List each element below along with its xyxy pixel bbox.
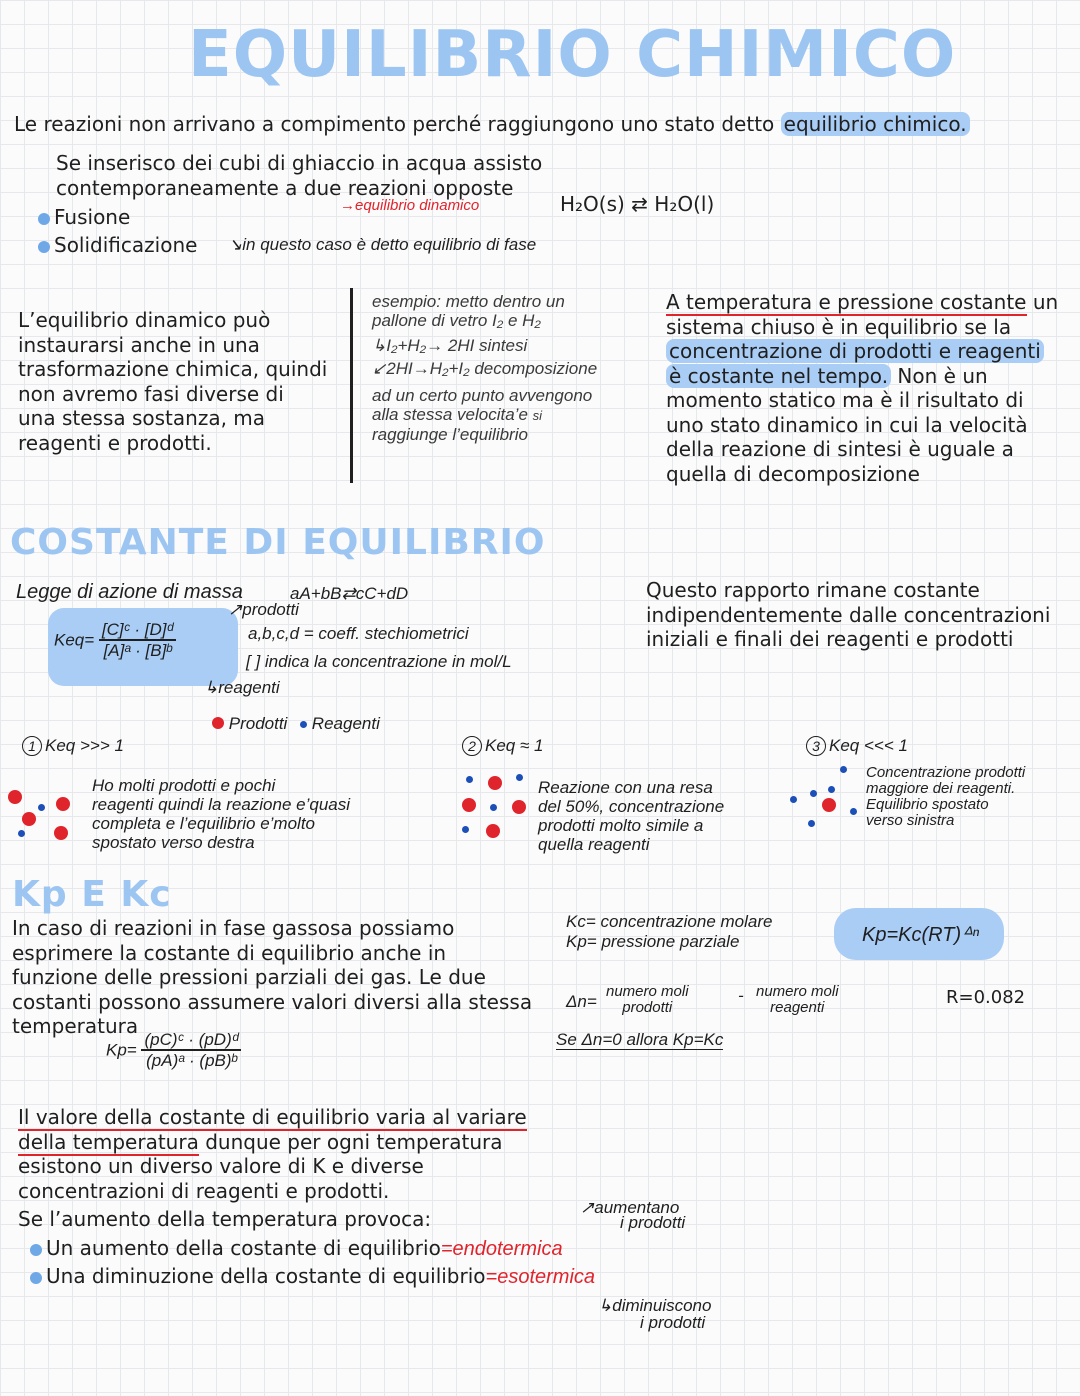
water-equation: H₂O(s) ⇄ H₂O(l) <box>560 192 715 216</box>
case-3-text <box>866 765 1025 829</box>
delta-n-products <box>606 984 689 1016</box>
keq-numerator: [C]ᶜ · [D]ᵈ <box>99 620 176 641</box>
case-label: Keq ≈ 1 <box>485 736 544 755</box>
delta-n-reagents <box>756 984 839 1016</box>
bullet-label: Solidificazione <box>54 233 198 257</box>
keq-denominator: [A]ᵃ · [B]ᵇ <box>103 641 172 660</box>
dn-text: numero moli <box>606 983 689 1000</box>
intro-text: Le reazioni non arrivano a compimento perché raggiungono uno stato detto <box>14 112 775 136</box>
keq-formula <box>54 620 176 660</box>
delta-n-label: Δn= <box>566 992 597 1011</box>
dn-text: prodotti <box>622 999 673 1016</box>
case-line: maggiore dei reagenti. <box>866 780 1016 797</box>
text-line: concentrazioni di reagenti e prodotti. <box>18 1178 390 1203</box>
text-line: In caso di reazioni in fase gassosa possiamo <box>12 916 455 940</box>
kp-fraction <box>141 1030 241 1070</box>
text-line: una stessa sostanza, ma <box>18 406 266 430</box>
text-line <box>666 339 1058 364</box>
bullet-text: Un aumento della costante di equilibrio <box>46 1236 441 1260</box>
example-line <box>372 405 597 425</box>
case-line: spostato verso destra <box>92 833 255 852</box>
text-line: esistono un diverso valore di K e diverse <box>18 1154 424 1178</box>
case-number: 1 <box>22 736 42 756</box>
red-dot-icon <box>22 812 36 826</box>
case-2-header <box>462 736 543 756</box>
text-line: Questo rapporto rimane costante <box>646 578 980 602</box>
endothermic-label: =endotermica <box>440 1238 563 1260</box>
blue-dot-icon <box>516 774 523 781</box>
kp-label: Kp= <box>106 1040 137 1060</box>
coeff-note: a,b,c,d = coeff. stechiometrici <box>248 624 469 643</box>
text-line: costanti possono assumere valori diversi alla stessa <box>12 989 533 1014</box>
highlight-text: concentrazione di prodotti e reagenti <box>666 339 1044 363</box>
keq-fraction <box>99 620 176 660</box>
section-title-costante: COSTANTE DI EQUILIBRIO <box>10 522 546 563</box>
text-line: iniziali e finali dei reagenti e prodotti <box>646 627 1014 651</box>
example-line: ad un certo punto avvengono <box>372 386 593 405</box>
case-line: verso sinistra <box>866 812 955 829</box>
mass-action-label: Legge di azione di massa <box>16 581 243 603</box>
blue-dot-icon <box>300 721 307 728</box>
ratio-note <box>646 578 1050 652</box>
blue-dot-icon <box>462 826 469 833</box>
highlight-text: è costante nel tempo. <box>666 364 891 388</box>
case-line: Concentrazione prodotti <box>866 764 1026 781</box>
ice-line-1: Se inserisco dei cubi di ghiaccio in acqua assisto <box>56 151 543 175</box>
ice-line-2: contemporaneamente a due reazioni opposte <box>56 176 514 200</box>
dynamic-note: →equilibrio dinamico <box>340 197 480 214</box>
case-line: quella reagenti <box>538 835 650 854</box>
text-line <box>18 1105 527 1130</box>
red-dot-icon <box>462 798 476 812</box>
case-line: Equilibrio spostato <box>866 796 989 813</box>
text-line <box>666 364 1058 389</box>
red-dot-icon <box>822 798 836 812</box>
text: Non è un <box>891 363 988 388</box>
example-text: si <box>532 408 543 423</box>
text-line: quella di decomposizione <box>666 461 920 486</box>
kp-denominator: (pA)ᵃ · (pB)ᵇ <box>146 1051 237 1070</box>
increase-note <box>580 1198 685 1232</box>
bullet-endothermic <box>30 1236 563 1262</box>
kp-kc-formula: Kp=Kc(RT)ᐞⁿ <box>862 924 980 946</box>
note-line: ↳diminuiscono <box>598 1296 712 1315</box>
conc-note: [ ] indica la concentrazione in mol/L <box>246 652 512 671</box>
case-line: Ho molti prodotti e pochi <box>92 776 276 795</box>
kp-numerator: (pC)ᶜ · (pD)ᵈ <box>141 1030 241 1051</box>
case-label: Keq >>> 1 <box>45 736 124 755</box>
bullet-icon <box>30 1244 42 1256</box>
temperature-block <box>18 1105 527 1232</box>
text-line: L’equilibrio dinamico può <box>18 308 271 332</box>
delta-n-minus: - <box>738 986 744 1005</box>
blue-dot-icon <box>790 796 797 803</box>
blue-dot-icon <box>828 786 835 793</box>
case-line: Reazione con una resa <box>538 778 713 797</box>
case-label: Keq <<< 1 <box>829 736 908 755</box>
bullet-text: Una diminuzione della costante di equilibrio <box>46 1264 486 1288</box>
text-line: esprimere la costante di equilibrio anche in <box>12 940 447 965</box>
r-constant: R=0.082 <box>946 987 1026 1008</box>
kp-definition: Kp= pressione parziale <box>566 932 740 951</box>
kp-text <box>12 916 532 1039</box>
legend-reagenti: Reagenti <box>311 714 380 733</box>
case-1-text <box>92 776 350 852</box>
text-line: sistema chiuso è in equilibrio se la <box>666 314 1012 339</box>
kp-formula <box>106 1030 241 1070</box>
red-dot-icon <box>54 826 68 840</box>
text-line: non avremo fasi diverse di <box>18 381 284 406</box>
case-number: 3 <box>806 736 826 756</box>
text-line: trasformazione chimica, quindi <box>18 357 328 381</box>
case-line: reagenti quindi la reazione e’quasi <box>92 795 351 814</box>
text-line: uno stato dinamico in cui la velocità <box>666 412 1028 437</box>
text-line <box>18 1130 527 1155</box>
blue-dot-icon <box>850 808 857 815</box>
divider-line <box>350 288 353 483</box>
reagenti-note: ↳reagenti <box>204 678 280 697</box>
dn-text: numero moli <box>756 983 839 1000</box>
text-line <box>666 290 1058 315</box>
dynamic-text <box>18 308 327 455</box>
delta-zero-note: Se Δn=0 allora Kp=Kc <box>556 1030 724 1049</box>
case-2-text <box>538 778 724 854</box>
bullet-exothermic <box>30 1264 595 1290</box>
bullet-icon <box>30 1272 42 1284</box>
decrease-note <box>598 1296 711 1332</box>
text: dunque per ogni temperatura <box>198 1129 503 1154</box>
red-dot-icon <box>56 797 70 811</box>
case-line: del 50%, concentrazione <box>538 797 725 816</box>
example-text: alla stessa velocita’e <box>372 405 528 424</box>
example-line: esempio: metto dentro un <box>372 292 565 311</box>
text-line: funzione delle pressioni parziali dei gas. Le due <box>12 965 486 989</box>
keq-label: Keq= <box>54 630 95 650</box>
example-line: raggiunge l’equilibrio <box>372 425 528 444</box>
red-dot-icon <box>486 824 500 838</box>
text-line: indipendentemente dalle concentrazioni <box>646 602 1051 627</box>
blue-dot-icon <box>840 766 847 773</box>
case-line: prodotti molto simile a <box>538 816 704 835</box>
case-line: completa e l’equilibrio e’molto <box>92 814 316 833</box>
bullet-icon <box>38 213 50 225</box>
red-dot-icon <box>512 800 526 814</box>
bullet-icon <box>38 241 50 253</box>
constant-tp-block <box>666 290 1058 486</box>
text-line: reagenti e prodotti. <box>18 430 212 455</box>
blue-dot-icon <box>808 820 815 827</box>
red-dot-icon <box>8 790 22 804</box>
bullet-fusione <box>38 205 130 230</box>
case-number: 2 <box>462 736 482 756</box>
underlined-text: Il valore della costante di equilibrio varia al variare <box>18 1105 527 1129</box>
underlined-text: della temperatura <box>18 1129 199 1154</box>
text-line: temperatura <box>12 1014 139 1038</box>
text-line: della reazione di sintesi è uguale a <box>666 437 1014 461</box>
phase-note: ↘in questo caso è detto equilibrio di fase <box>228 235 537 254</box>
red-dot-icon <box>488 776 502 790</box>
generic-reaction: aA+bB⇄cC+dD <box>290 584 409 603</box>
blue-dot-icon <box>490 804 497 811</box>
legend <box>212 714 380 733</box>
example-line: ↙2HI→H₂+I₂ decomposizione <box>372 359 598 378</box>
legend-prodotti: Prodotti <box>228 714 288 733</box>
intro-highlight: equilibrio chimico. <box>781 112 970 136</box>
text-line: momento statico ma è il risultato di <box>666 388 1024 412</box>
bullet-label: Fusione <box>54 205 131 229</box>
case-3-header <box>806 736 908 756</box>
example-block <box>372 292 597 444</box>
text: un <box>1026 290 1059 314</box>
note-line: i prodotti <box>640 1313 706 1332</box>
note-line: ↗aumentano <box>580 1198 680 1217</box>
intro-line <box>14 112 970 137</box>
case-1-header <box>22 736 124 756</box>
exothermic-label: =esotermica <box>485 1266 596 1288</box>
blue-dot-icon <box>38 804 45 811</box>
blue-dot-icon <box>466 776 473 783</box>
page-title: EQUILIBRIO CHIMICO <box>188 18 957 92</box>
red-dot-icon <box>212 717 224 729</box>
kc-definition: Kc= concentrazione molare <box>566 912 773 931</box>
example-line: ↳I₂+H₂→ 2HI sintesi <box>372 336 528 355</box>
blue-dot-icon <box>810 790 817 797</box>
prodotti-note: ↗prodotti <box>228 600 299 619</box>
dn-text: reagenti <box>770 999 825 1016</box>
example-line: pallone di vetro I₂ e H₂ <box>372 311 541 330</box>
blue-dot-icon <box>18 830 25 837</box>
underlined-text: A temperatura e pressione costante <box>666 290 1027 314</box>
section-title-kp-kc: Kp E Kc <box>12 874 172 915</box>
bullet-solidificazione <box>38 233 197 258</box>
text-line: instaurarsi anche in una <box>18 332 260 357</box>
note-line: i prodotti <box>620 1213 686 1232</box>
text-line: Se l’aumento della temperatura provoca: <box>18 1207 432 1231</box>
